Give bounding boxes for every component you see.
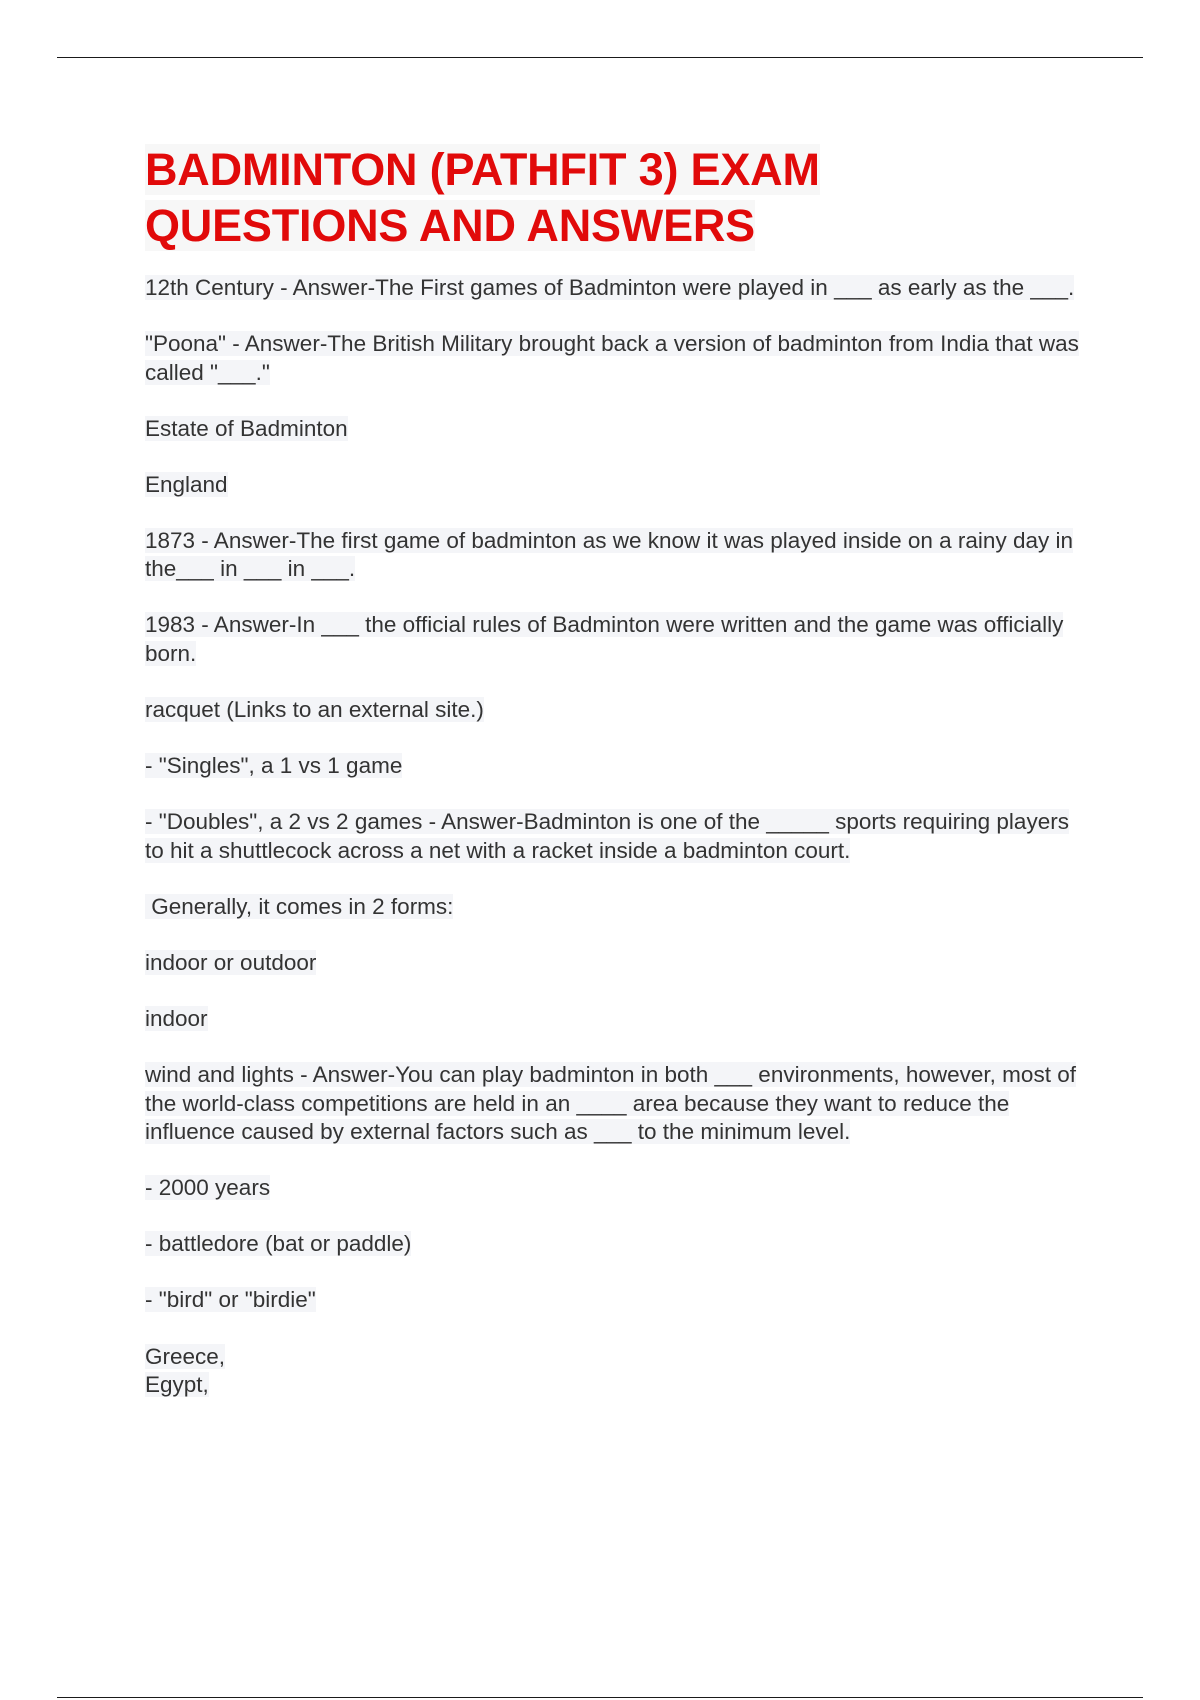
document-body — [145, 142, 1080, 1427]
qa-paragraph — [145, 1286, 1080, 1315]
qa-paragraph — [145, 611, 1080, 668]
paragraph-text: - "bird" or "birdie" — [145, 1287, 316, 1313]
qa-paragraph — [145, 1005, 1080, 1034]
qa-paragraph-last — [145, 1343, 1080, 1400]
qa-paragraph — [145, 696, 1080, 725]
qa-paragraph — [145, 415, 1080, 444]
paragraph-text: England — [145, 471, 228, 497]
paragraph-text: - 2000 years — [145, 1175, 271, 1201]
paragraph-text: racquet (Links to an external site.) — [145, 697, 484, 723]
paragraph-text: 1873 - Answer-The first game of badminton as we know it was played inside on a rainy day in the___ in ___ in ___. — [145, 527, 1073, 582]
paragraph-text: "Poona" - Answer-The British Military brought back a version of badminton from India that was called "___." — [145, 331, 1079, 385]
paragraph-text: indoor or outdoor — [145, 949, 317, 975]
document-title — [145, 142, 1080, 254]
paragraph-text: 12th Century - Answer-The First games of Badminton were played in ___ as early as the ___. — [145, 275, 1075, 300]
bottom-rule — [57, 1697, 1143, 1698]
qa-paragraph — [145, 1174, 1080, 1203]
paragraph-text: - "Singles", a 1 vs 1 game — [145, 753, 403, 779]
paragraph-text: indoor — [145, 1006, 208, 1032]
paragraph-line-1: Greece, — [145, 1343, 226, 1369]
top-rule — [57, 57, 1143, 58]
qa-paragraph — [145, 1230, 1080, 1259]
paragraph-text: Generally, it comes in 2 forms: — [145, 893, 454, 919]
qa-paragraph — [145, 274, 1080, 303]
paragraph-text: - battledore (bat or paddle) — [145, 1231, 412, 1257]
qa-paragraph — [145, 752, 1080, 781]
qa-paragraph — [145, 1061, 1080, 1147]
qa-paragraph — [145, 893, 1080, 922]
qa-paragraph — [145, 471, 1080, 500]
title-line-1: BADMINTON (PATHFIT 3) EXAM — [145, 144, 820, 195]
qa-paragraph — [145, 527, 1080, 584]
qa-paragraph — [145, 330, 1080, 387]
qa-paragraph — [145, 808, 1080, 865]
title-line-2: QUESTIONS AND ANSWERS — [145, 200, 756, 251]
paragraph-line-2: Egypt, — [145, 1372, 209, 1397]
paragraph-text: Estate of Badminton — [145, 415, 348, 441]
paragraph-text: 1983 - Answer-In ___ the official rules of Badminton were written and the game was officially born. — [145, 612, 1064, 666]
paragraph-text: - "Doubles", a 2 vs 2 games - Answer-Badminton is one of the _____ sports requiring players to hit a shuttlecock across a net with a racket inside a badminton court. — [145, 809, 1069, 863]
qa-paragraph — [145, 949, 1080, 978]
paragraph-text: wind and lights - Answer-You can play badminton in both ___ environments, however, most of the world-class competitions are held in an ____ area because they want to reduce the influence caused by external factors such as ___ to the minimum level. — [145, 1062, 1076, 1145]
